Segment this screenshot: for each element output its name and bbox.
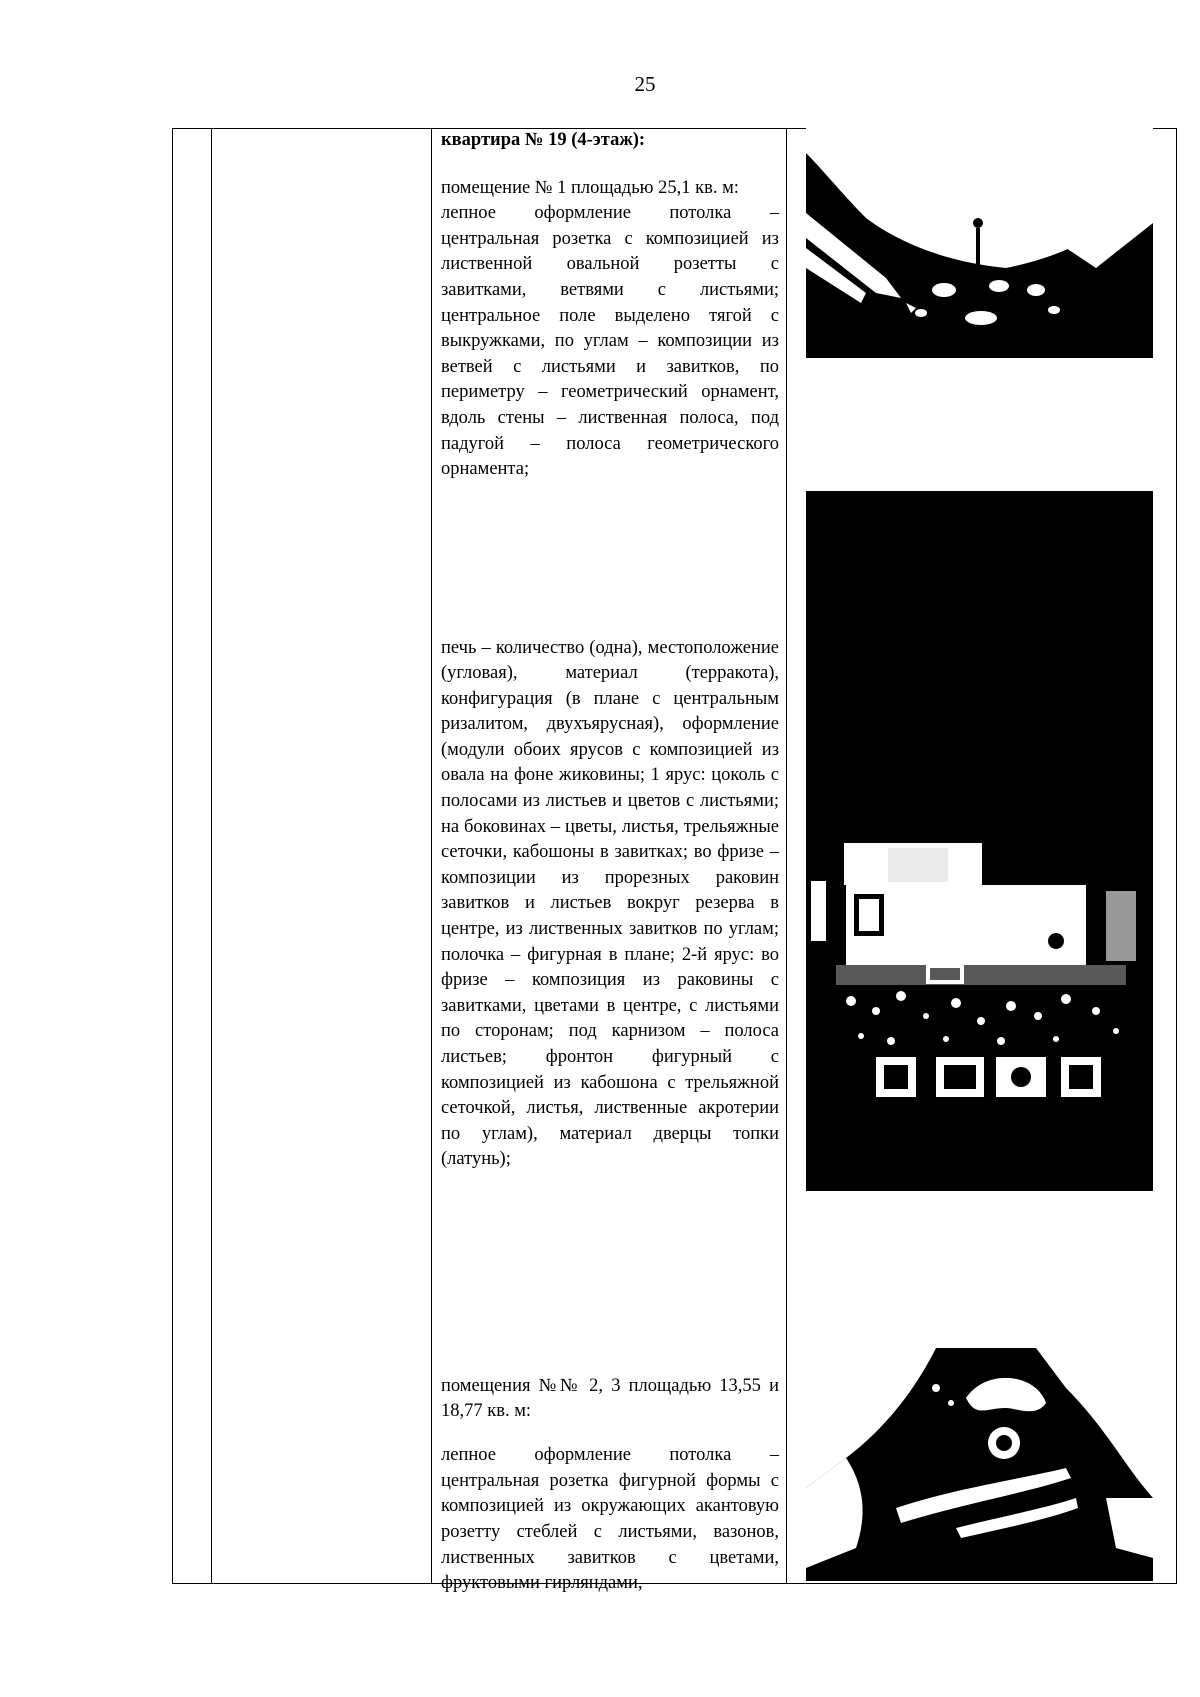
ceiling-photo-rooms-2-3 [806,1348,1153,1581]
stove-description: печь – количество (одна), местоположение (угловая), материал (терракота), конфигурация (в плане с центральным ризалитом, двухъярусная), оформление (модули обоих ярусов с композицией из овала на фоне жиковины; 1 ярус: цоколь с полосами из листьев и цветов с листьями; на боковинах – цветы, листья, трельяжные сеточки, кабошоны в завитках; во фризе – композиции из прорезных раковин завитков и листьев вокруг резерва в центре, из лиственных завитков по углам; полочка – фигурная в плане; 2-й ярус: во фризе – композиция из раковины с завитками, цветами в центре, с листьями по сторонам; под карнизом – полоса листьев; фронтон фигурный с композицией из кабошона с трельяжной сеточкой, листья, лиственные акротерии по углам), материал дверцы топки (латунь); [441,637,779,1170]
room1-text-block [441,128,779,483]
stove-photo [806,491,1153,1191]
room1-description: лепное оформление потолка – центральная розетка с композицией из лиственной овальной розетты с завитками, ветвями с листьями; центральное поле выделено тягой с выкружками, по углам – композиции из ветвей с листьями и завитков, по периметру – геометрический орнамент, вдоль стены – лиственная полоса, под падугой – полоса геометрического орнамента; [441,203,779,480]
apartment-heading: квартира № 19 (4-этаж): [441,130,646,150]
column-divider-2 [431,129,432,1583]
rooms-2-3-description: лепное оформление потолка – центральная розетка фигурной формы с композицией из окружающих акантовую розетту стеблей с листьями, вазонов, лиственных завитков с цветами, фруктовыми гирляндами, [441,1445,779,1594]
ceiling-photo-room1 [806,128,1153,358]
column-divider-3 [786,129,787,1583]
room1-title: помещение № 1 площадью 25,1 кв. м: [441,177,739,198]
page-number: 25 [634,72,656,96]
rooms-2-3-title: помещения №№ 2, 3 площадью 13,55 и 18,77 кв. м: [441,1375,779,1422]
stove-text-block [441,617,779,1191]
rooms-2-3-text-block [441,1355,779,1615]
column-divider-1 [211,129,212,1583]
